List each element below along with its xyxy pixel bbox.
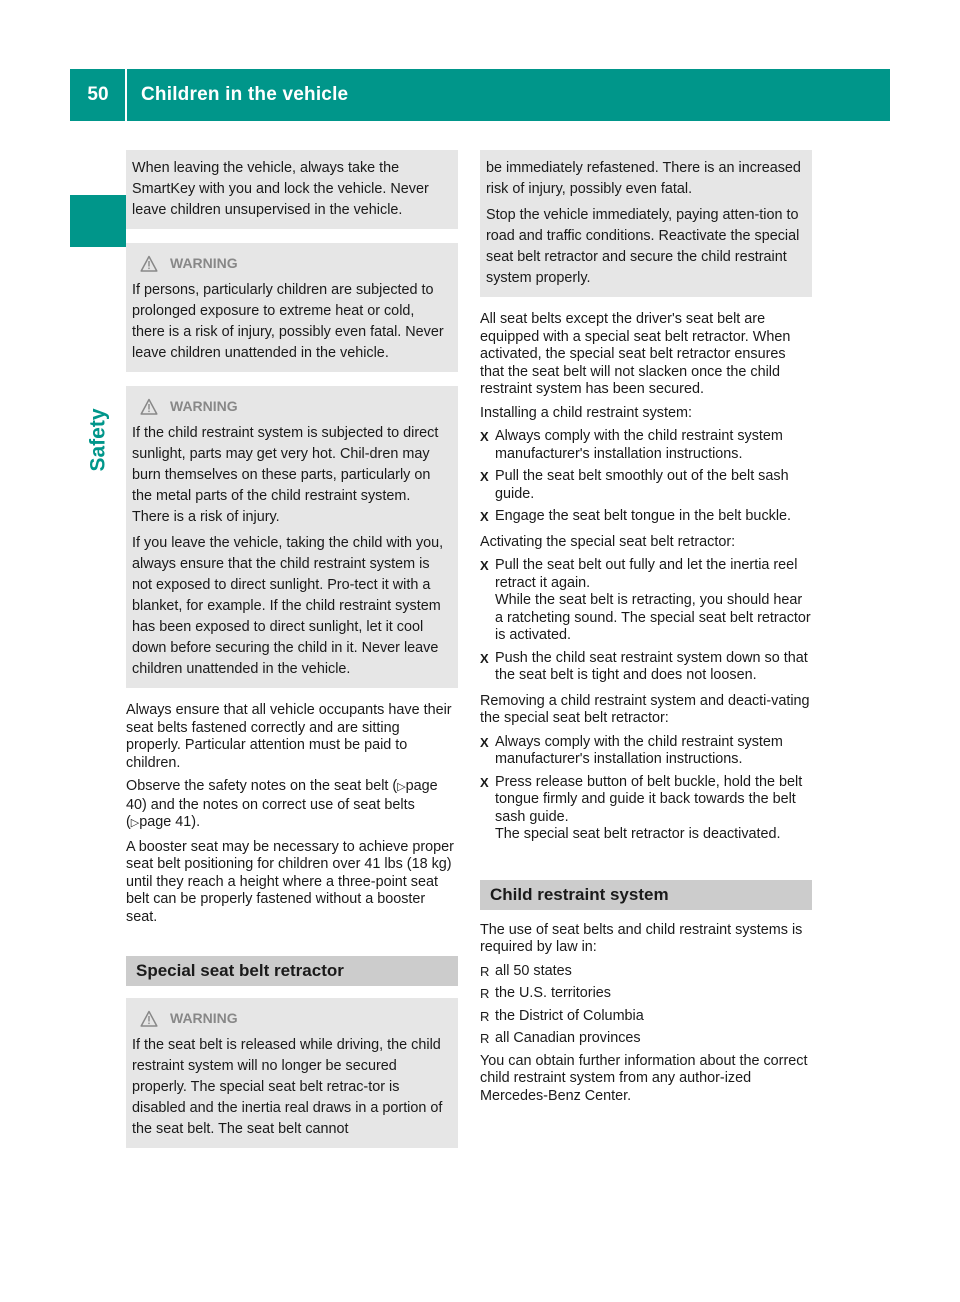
warning-header xyxy=(132,253,450,274)
warning-triangle-icon xyxy=(140,1010,158,1028)
body-paragraph-refs xyxy=(126,778,458,833)
body-paragraph: The use of seat belts and child restraint systems is required by law in: xyxy=(480,921,803,955)
step-text: Always comply with the child restraint system manufacturer's installation instructions. xyxy=(495,733,783,767)
bullet-marker-icon: R xyxy=(480,1008,490,1024)
page-ref-link[interactable]: page 40) and the notes on correct use of seat belts ( xyxy=(126,778,438,830)
step-text: Press release button of belt buckle, hold the belt tongue firmly and guide it back towards the belt sash guide. xyxy=(495,773,803,825)
step-text: Engage the seat belt tongue in the belt buckle. xyxy=(495,508,792,524)
steps-label: Activating the special seat belt retractor: xyxy=(480,533,736,550)
step-item xyxy=(480,774,812,844)
list-item xyxy=(480,985,812,1003)
warning-triangle-icon xyxy=(140,398,158,416)
page-ref-arrow-icon: ▷ xyxy=(397,781,406,793)
side-tab-label xyxy=(82,380,116,500)
step-text: Always comply with the child restraint system manufacturer's installation instructions. xyxy=(495,428,783,462)
right-column xyxy=(480,150,812,1111)
step-item xyxy=(480,508,812,526)
section-heading: Child restraint system xyxy=(480,880,812,910)
ref-text: Observe the safety notes on the seat belt ( xyxy=(126,778,398,794)
body-paragraph: A booster seat may be necessary to achieve proper seat belt positioning for children over 41 lbs (18 kg) until they reach a height where a three-point seat belt can be properly fastened without a booster seat. xyxy=(126,838,454,925)
warning-box-2 xyxy=(126,386,458,688)
warning-text: Stop the vehicle immediately, paying atten-tion to road and traffic conditions. Reactivate the special seat belt retractor and secure the child restraint system properly. xyxy=(486,207,800,286)
section-heading: Special seat belt retractor xyxy=(126,956,458,986)
step-text-group xyxy=(495,774,812,844)
warning-text: If persons, particularly children are subjected to prolonged exposure to extreme heat or cold, there is a risk of injury, possibly even fatal. Never leave children unattended in the vehicle. xyxy=(132,282,444,361)
step-marker-icon: X xyxy=(480,509,489,524)
side-tab-marker xyxy=(70,195,126,247)
step-text: Push the child seat restraint system down so that the seat belt is tight and does not loosen. xyxy=(495,649,808,683)
step-marker-icon: X xyxy=(480,650,489,666)
body-paragraph: All seat belts except the driver's seat belt are equipped with a special seat belt retractor. When activated, the special seat belt retractor ensures that the seat belt will not slacken once the child restraint system has been secured. xyxy=(480,311,791,397)
step-marker-icon: X xyxy=(480,469,489,484)
warning-label: WARNING xyxy=(170,398,238,414)
step-item xyxy=(480,557,812,645)
list-item xyxy=(480,963,812,981)
warning-header xyxy=(132,396,450,417)
note-box xyxy=(126,150,458,229)
warning-text: be immediately refastened. There is an increased risk of injury, possibly even fatal. xyxy=(486,160,801,197)
warning-box-3 xyxy=(126,998,458,1148)
step-text: Pull the seat belt smoothly out of the belt sash guide. xyxy=(495,468,789,502)
list-item-text: the District of Columbia xyxy=(495,1007,644,1024)
list-item-text: the U.S. territories xyxy=(495,985,611,1001)
step-marker-icon: X xyxy=(480,429,489,444)
list-item-text: all Canadian provinces xyxy=(495,1030,641,1046)
warning-text: If the child restraint system is subjected to direct sunlight, parts may get very hot. Chil-dren may burn themselves on these parts, particularly on the metal parts of the child restraint system. There is a risk of injury. xyxy=(132,425,439,525)
warning-box-1 xyxy=(126,243,458,372)
warning-text: If you leave the vehicle, taking the child with you, always ensure that the child restraint system is not exposed to direct sunlight. Pro-tect it with a blanket, for example. If the child restraint system has been exposed to direct sunlight, let it cool down before securing the child in it. Never leave children unattended in the vehicle. xyxy=(132,535,444,677)
step-item xyxy=(480,468,812,503)
step-marker-icon: X xyxy=(480,774,489,790)
bullet-marker-icon: R xyxy=(480,963,490,979)
step-result: While the seat belt is retracting, you should hear a ratcheting sound. The special seat belt retractor is activated. xyxy=(495,592,811,643)
warning-text: If the seat belt is released while driving, the child restraint system will no longer be secured properly. The special seat belt retrac-tor is disabled and the inertia real draws in a portion of the seat belt. The seat belt cannot xyxy=(132,1037,443,1137)
list-item xyxy=(480,1008,812,1026)
step-result: The special seat belt retractor is deactivated. xyxy=(495,826,781,842)
step-text-group xyxy=(495,557,812,645)
steps-label: Installing a child restraint system: xyxy=(480,404,692,421)
bullet-marker-icon: R xyxy=(480,1031,490,1046)
warning-triangle-icon xyxy=(140,255,158,273)
step-marker-icon: X xyxy=(480,558,489,573)
side-tab-text: Safety xyxy=(87,408,110,472)
bullet-marker-icon: R xyxy=(480,986,490,1001)
header-divider xyxy=(125,69,127,121)
page-title: Children in the vehicle xyxy=(141,84,349,105)
body-paragraph: Always ensure that all vehicle occupants have their seat belts fastened correctly and are sitting properly. Particular attention must be paid to children. xyxy=(126,702,452,771)
page-ref-arrow-icon: ▷ xyxy=(130,817,140,829)
warning-header xyxy=(132,1008,450,1029)
step-item xyxy=(480,650,812,685)
page-ref-link[interactable]: page 41). xyxy=(139,814,201,830)
step-item xyxy=(480,734,812,769)
steps-label: Removing a child restraint system and deacti-vating the special seat belt retractor: xyxy=(480,692,810,726)
list-item xyxy=(480,1030,812,1048)
left-column xyxy=(126,150,458,1162)
step-marker-icon: X xyxy=(480,734,489,750)
note-text: When leaving the vehicle, always take the SmartKey with you and lock the vehicle. Never leave children unsupervised in the vehicle. xyxy=(132,160,429,218)
warning-label: WARNING xyxy=(170,255,238,271)
list-item-text: all 50 states xyxy=(495,962,572,979)
page-number: 50 xyxy=(87,84,109,105)
step-item xyxy=(480,428,812,463)
body-paragraph: You can obtain further information about the correct child restraint system from any author-ized Mercedes-Benz Center. xyxy=(480,1052,808,1104)
warning-label: WARNING xyxy=(170,1010,238,1026)
step-text: Pull the seat belt out fully and let the inertia reel retract it again. xyxy=(495,557,798,591)
warning-continuation-box xyxy=(480,150,812,297)
